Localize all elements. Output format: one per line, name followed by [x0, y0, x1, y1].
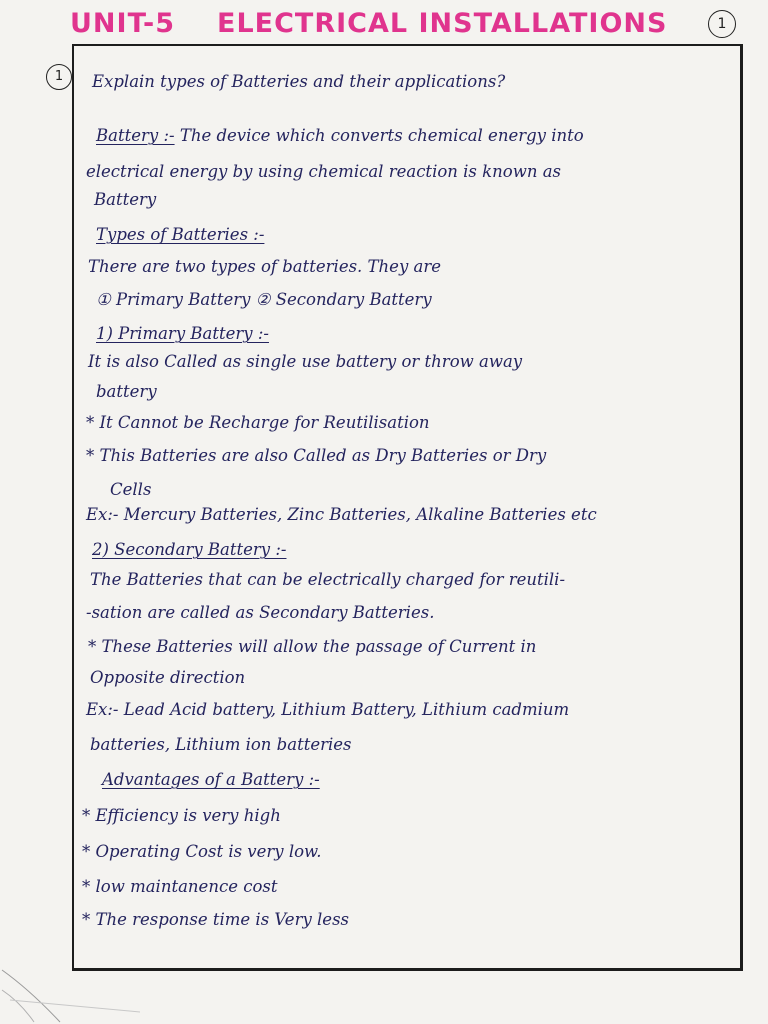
advantage-item: * Operating Cost is very low. — [82, 842, 322, 861]
secondary-heading: 2) Secondary Battery :- — [92, 540, 287, 559]
page-header — [70, 8, 670, 39]
unit-title: ELECTRICAL INSTALLATIONS — [217, 8, 668, 39]
question-number: 1 — [46, 64, 72, 90]
battery-definition — [96, 126, 584, 145]
battery-def-line1: The device which converts chemical energy into — [179, 126, 584, 145]
battery-heading: Battery :- — [96, 126, 175, 145]
secondary-line1: The Batteries that can be electrically charged for reutili- — [90, 570, 566, 589]
corner-pencil-marks — [0, 960, 140, 1024]
types-list: ① Primary Battery ② Secondary Battery — [96, 290, 432, 309]
types-heading: Types of Batteries :- — [96, 225, 265, 244]
advantage-item: * Efficiency is very high — [82, 806, 281, 825]
secondary-example: Ex:- Lead Acid battery, Lithium Battery, Lithium cadmium — [86, 700, 570, 719]
question-text: Explain types of Batteries and their applications? — [92, 72, 506, 91]
primary-line3: * It Cannot be Recharge for Reutilisation — [86, 413, 430, 432]
primary-line4: * This Batteries are also Called as Dry Batteries or Dry — [86, 446, 547, 465]
page-number: 1 — [708, 10, 736, 38]
primary-line2: battery — [96, 382, 157, 401]
primary-line5: Cells — [110, 480, 152, 499]
secondary-line2: -sation are called as Secondary Batteries. — [86, 603, 435, 622]
secondary-line3: * These Batteries will allow the passage of Current in — [88, 637, 537, 656]
unit-label: UNIT-5 — [70, 8, 176, 39]
advantages-heading: Advantages of a Battery :- — [102, 770, 320, 789]
battery-def-line2: electrical energy by using chemical reaction is known as — [86, 162, 561, 181]
primary-line1: It is also Called as single use battery or throw away — [88, 352, 523, 371]
primary-heading: 1) Primary Battery :- — [96, 324, 269, 343]
advantage-item: * low maintanence cost — [82, 877, 278, 896]
primary-example: Ex:- Mercury Batteries, Zinc Batteries, Alkaline Batteries etc — [86, 505, 597, 524]
battery-def-line3: Battery — [94, 190, 157, 209]
types-intro: There are two types of batteries. They are — [88, 257, 442, 276]
advantage-item: * The response time is Very less — [82, 910, 350, 929]
secondary-line4: Opposite direction — [90, 668, 246, 687]
secondary-line6: batteries, Lithium ion batteries — [90, 735, 352, 754]
